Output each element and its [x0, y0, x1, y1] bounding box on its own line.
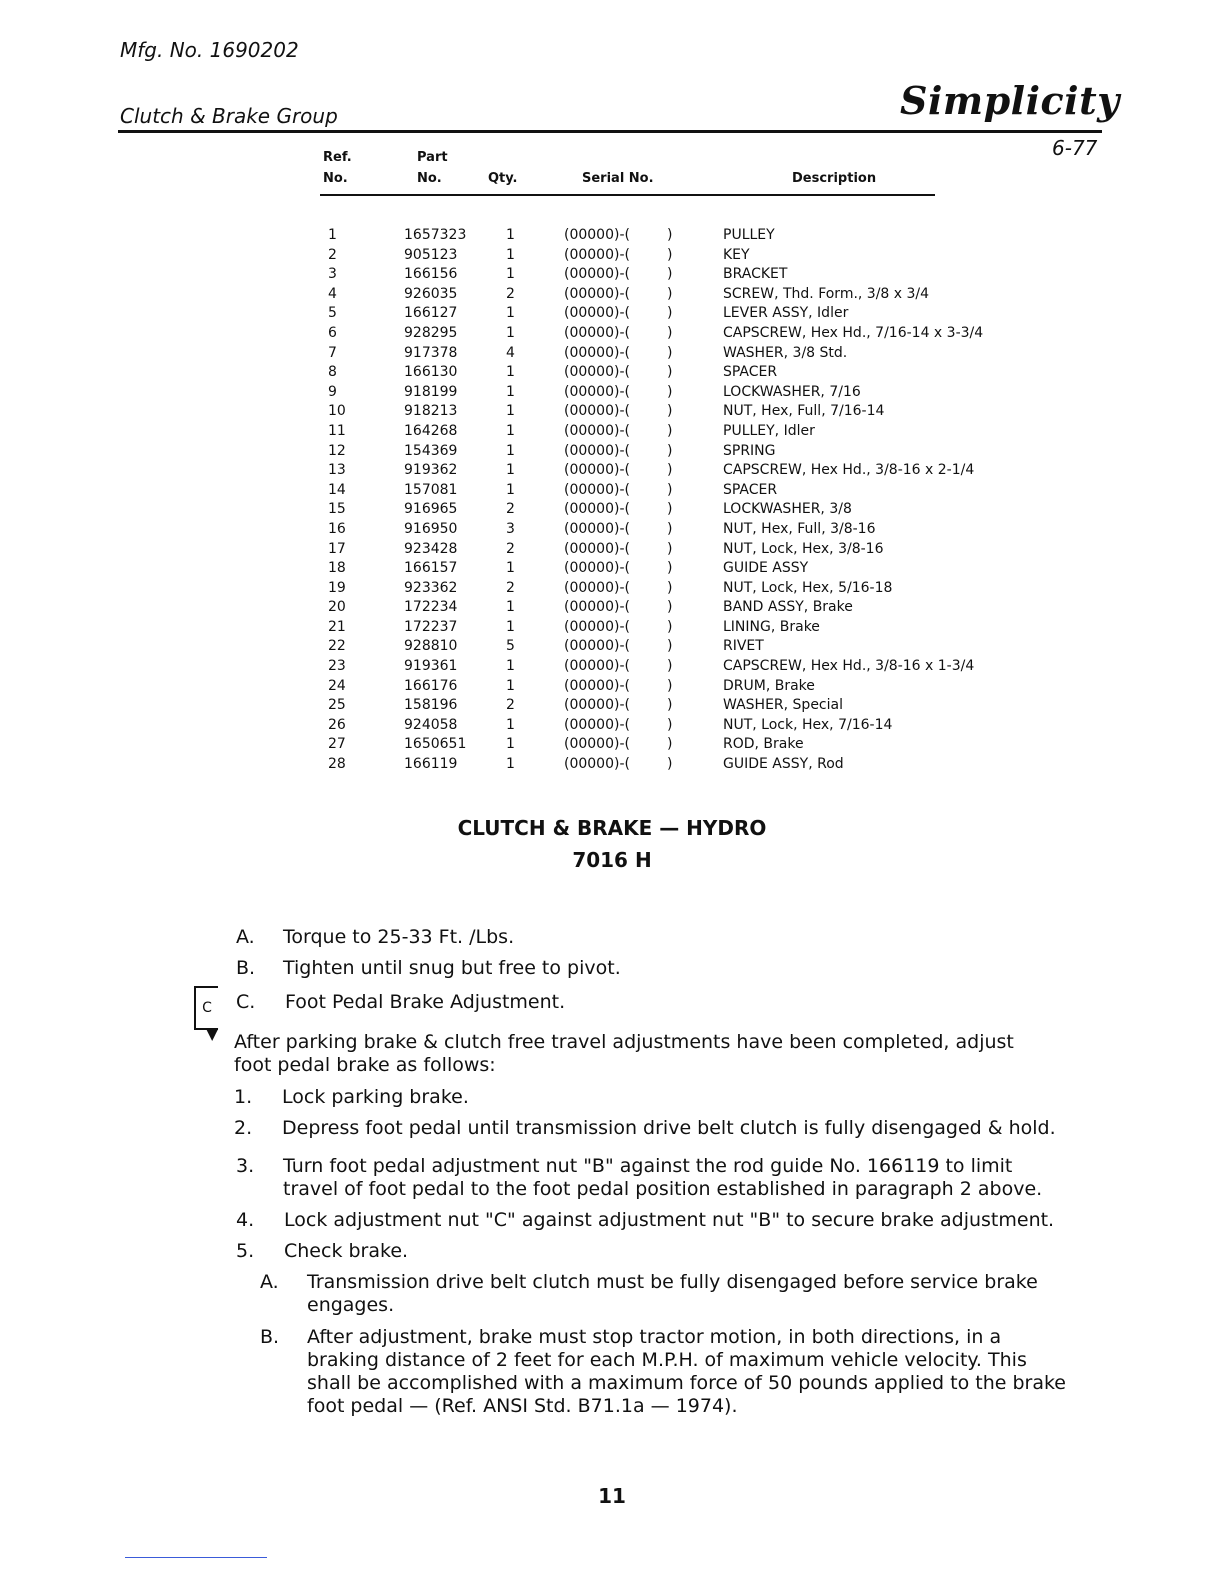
qty-cell: 2 [506, 540, 515, 557]
serial-close-cell: ) [667, 422, 673, 439]
table-row [318, 461, 1023, 481]
serial-close-cell: ) [667, 462, 673, 479]
part-number-cell: 928810 [404, 638, 458, 655]
header-serial: Serial No. [582, 171, 654, 186]
part-number-cell: 164268 [404, 422, 458, 439]
serial-close-cell: ) [667, 697, 673, 714]
description-cell: CAPSCREW, Hex Hd., 3/8-16 x 2-1/4 [723, 462, 975, 479]
serial-close-cell: ) [667, 246, 673, 263]
table-row [318, 559, 1023, 579]
header-part-line1: Part [417, 150, 448, 165]
serial-close-cell: ) [667, 481, 673, 498]
header-ref-line2: No. [323, 171, 348, 186]
part-number-cell: 166127 [404, 305, 458, 322]
serial-close-cell: ) [667, 305, 673, 322]
serial-close-cell: ) [667, 638, 673, 655]
serial-close-cell: ) [667, 658, 673, 675]
table-row [318, 540, 1023, 560]
description-cell: SPACER [723, 364, 778, 381]
table-row [318, 226, 1023, 246]
qty-cell: 3 [506, 520, 515, 537]
qty-cell: 4 [506, 344, 515, 361]
qty-cell: 2 [506, 579, 515, 596]
serial-close-cell: ) [667, 599, 673, 616]
step-2-text: Depress foot pedal until transmission drive belt clutch is fully disengaged & hold. [282, 1117, 1056, 1139]
ref-cell: 3 [328, 266, 337, 283]
ref-cell: 2 [328, 246, 337, 263]
qty-cell: 2 [506, 501, 515, 518]
qty-cell: 1 [506, 462, 515, 479]
qty-cell: 1 [506, 442, 515, 459]
description-cell: LEVER ASSY, Idler [723, 305, 849, 322]
part-number-cell: 158196 [404, 697, 458, 714]
part-number-cell: 916950 [404, 520, 458, 537]
ref-cell: 20 [328, 599, 346, 616]
qty-cell: 1 [506, 305, 515, 322]
description-cell: CAPSCREW, Hex Hd., 7/16-14 x 3-3/4 [723, 324, 984, 341]
serial-cell: (00000)-( [564, 442, 630, 459]
qty-cell: 1 [506, 481, 515, 498]
serial-cell: (00000)-( [564, 638, 630, 655]
ref-cell: 25 [328, 697, 346, 714]
serial-cell: (00000)-( [564, 736, 630, 753]
table-row [318, 677, 1023, 697]
table-row [318, 422, 1023, 442]
serial-cell: (00000)-( [564, 364, 630, 381]
step-5-text: Check brake. [284, 1240, 409, 1262]
description-cell: NUT, Hex, Full, 7/16-14 [723, 403, 885, 420]
description-cell: DRUM, Brake [723, 677, 815, 694]
qty-cell: 1 [506, 246, 515, 263]
serial-close-cell: ) [667, 579, 673, 596]
step-5b-text-line2: braking distance of 2 feet for each M.P.H. of maximum vehicle velocity. This [307, 1349, 1027, 1371]
serial-cell: (00000)-( [564, 227, 630, 243]
serial-cell: (00000)-( [564, 344, 630, 361]
table-row [318, 735, 1023, 755]
part-number-cell: 928295 [404, 324, 458, 341]
table-row [318, 304, 1023, 324]
qty-cell: 1 [506, 422, 515, 439]
ref-cell: 9 [328, 383, 337, 400]
serial-cell: (00000)-( [564, 285, 630, 302]
description-cell: NUT, Lock, Hex, 7/16-14 [723, 716, 893, 733]
serial-cell: (00000)-( [564, 677, 630, 694]
table-row [318, 442, 1023, 462]
step-5a-label: A. [260, 1271, 279, 1293]
serial-close-cell: ) [667, 716, 673, 733]
manufacturer-number: Mfg. No. 1690202 [120, 38, 299, 62]
description-cell: SCREW, Thd. Form., 3/8 x 3/4 [723, 285, 930, 302]
part-number-cell: 916965 [404, 501, 458, 518]
serial-cell: (00000)-( [564, 756, 630, 773]
header-description: Description [792, 171, 877, 186]
note-c-text: Foot Pedal Brake Adjustment. [285, 991, 566, 1013]
step-4-text: Lock adjustment nut "C" against adjustment nut "B" to secure brake adjustment. [284, 1209, 1055, 1231]
qty-cell: 5 [506, 638, 515, 655]
step-2-label: 2. [234, 1117, 253, 1139]
serial-cell: (00000)-( [564, 266, 630, 283]
qty-cell: 1 [506, 658, 515, 675]
description-cell: LOCKWASHER, 3/8 [723, 501, 852, 518]
qty-cell: 1 [506, 364, 515, 381]
part-number-cell: 926035 [404, 285, 458, 302]
qty-cell: 1 [506, 383, 515, 400]
description-cell: WASHER, 3/8 Std. [723, 344, 848, 361]
step-1-label: 1. [234, 1086, 253, 1108]
ref-cell: 4 [328, 285, 337, 302]
parts-table-body [318, 226, 1023, 775]
ref-cell: 23 [328, 658, 346, 675]
ref-cell: 19 [328, 579, 346, 596]
ref-cell: 28 [328, 756, 346, 773]
serial-cell: (00000)-( [564, 697, 630, 714]
page-number: 11 [598, 1484, 626, 1508]
serial-cell: (00000)-( [564, 324, 630, 341]
ref-cell: 15 [328, 501, 346, 518]
callout-c-box: C [194, 986, 218, 1030]
table-row [318, 285, 1023, 305]
ref-cell: 13 [328, 462, 346, 479]
serial-close-cell: ) [667, 442, 673, 459]
intro-line-2: foot pedal brake as follows: [234, 1054, 496, 1076]
description-cell: NUT, Hex, Full, 3/8-16 [723, 520, 876, 537]
serial-cell: (00000)-( [564, 658, 630, 675]
table-row [318, 246, 1023, 266]
header-ref-line1: Ref. [323, 150, 352, 165]
serial-close-cell: ) [667, 324, 673, 341]
step-5-label: 5. [236, 1240, 255, 1262]
page-code: 6-77 [1052, 136, 1098, 160]
note-b-label: B. [236, 957, 256, 979]
serial-cell: (00000)-( [564, 618, 630, 635]
serial-close-cell: ) [667, 501, 673, 518]
ref-cell: 6 [328, 324, 337, 341]
description-cell: NUT, Lock, Hex, 3/8-16 [723, 540, 884, 557]
ref-cell: 26 [328, 716, 346, 733]
footer-line [125, 1557, 267, 1558]
table-row [318, 755, 1023, 775]
header-underline [320, 194, 935, 196]
ref-cell: 18 [328, 560, 346, 577]
description-cell: GUIDE ASSY, Rod [723, 756, 844, 773]
serial-cell: (00000)-( [564, 501, 630, 518]
description-cell: SPACER [723, 481, 778, 498]
description-cell: PULLEY, Idler [723, 422, 815, 439]
part-number-cell: 166157 [404, 560, 458, 577]
qty-cell: 1 [506, 266, 515, 283]
table-row [318, 500, 1023, 520]
serial-close-cell: ) [667, 677, 673, 694]
part-number-cell: 924058 [404, 716, 458, 733]
part-number-cell: 919361 [404, 658, 458, 675]
step-3-text-line2: travel of foot pedal to the foot pedal position established in paragraph 2 above. [283, 1178, 1043, 1200]
step-5b-text-line1: After adjustment, brake must stop tractor motion, in both directions, in a [307, 1326, 1002, 1348]
ref-cell: 11 [328, 422, 346, 439]
qty-cell: 1 [506, 756, 515, 773]
table-row [318, 696, 1023, 716]
table-row [318, 265, 1023, 285]
serial-close-cell: ) [667, 266, 673, 283]
serial-close-cell: ) [667, 520, 673, 537]
table-row [318, 344, 1023, 364]
step-5b-label: B. [260, 1326, 280, 1348]
header-part-line2: No. [417, 171, 442, 186]
step-3-label: 3. [236, 1155, 255, 1177]
serial-cell: (00000)-( [564, 520, 630, 537]
part-number-cell: 917378 [404, 344, 458, 361]
serial-cell: (00000)-( [564, 246, 630, 263]
step-5a-text-line2: engages. [307, 1294, 395, 1316]
serial-cell: (00000)-( [564, 560, 630, 577]
step-1-text: Lock parking brake. [282, 1086, 469, 1108]
table-row [318, 363, 1023, 383]
part-number-cell: 923362 [404, 579, 458, 596]
serial-cell: (00000)-( [564, 481, 630, 498]
header-qty: Qty. [488, 171, 518, 186]
part-number-cell: 157081 [404, 481, 458, 498]
ref-cell: 22 [328, 638, 346, 655]
description-cell: KEY [723, 246, 750, 263]
table-row [318, 383, 1023, 403]
ref-cell: 17 [328, 540, 346, 557]
part-number-cell: 154369 [404, 442, 458, 459]
group-title: Clutch & Brake Group [120, 104, 338, 128]
step-5b-text-line3: shall be accomplished with a maximum force of 50 pounds applied to the brake [307, 1372, 1066, 1394]
description-cell: ROD, Brake [723, 736, 804, 753]
serial-cell: (00000)-( [564, 422, 630, 439]
part-number-cell: 905123 [404, 246, 458, 263]
step-4-label: 4. [236, 1209, 255, 1231]
serial-close-cell: ) [667, 736, 673, 753]
ref-cell: 21 [328, 618, 346, 635]
part-number-cell: 172234 [404, 599, 458, 616]
intro-line-1: After parking brake & clutch free travel adjustments have been completed, adjust [234, 1031, 1014, 1053]
part-number-cell: 166156 [404, 266, 458, 283]
serial-close-cell: ) [667, 364, 673, 381]
ref-cell: 12 [328, 442, 346, 459]
serial-close-cell: ) [667, 560, 673, 577]
table-row [318, 324, 1023, 344]
callout-arrow-icon: ▼ [206, 1024, 219, 1043]
serial-close-cell: ) [667, 383, 673, 400]
header-rule [118, 130, 1102, 133]
table-row [318, 481, 1023, 501]
description-cell: SPRING [723, 442, 776, 459]
qty-cell: 1 [506, 227, 515, 243]
description-cell: BRACKET [723, 266, 788, 283]
serial-cell: (00000)-( [564, 403, 630, 420]
ref-cell: 1 [328, 227, 337, 243]
qty-cell: 1 [506, 618, 515, 635]
qty-cell: 2 [506, 285, 515, 302]
serial-close-cell: ) [667, 403, 673, 420]
note-a-text: Torque to 25-33 Ft. /Lbs. [283, 926, 515, 948]
qty-cell: 1 [506, 736, 515, 753]
part-number-cell: 166119 [404, 756, 458, 773]
part-number-cell: 919362 [404, 462, 458, 479]
qty-cell: 1 [506, 716, 515, 733]
table-row [318, 402, 1023, 422]
qty-cell: 1 [506, 560, 515, 577]
note-c-label: C. [236, 991, 256, 1013]
description-cell: PULLEY [723, 227, 775, 243]
ref-cell: 16 [328, 520, 346, 537]
part-number-cell: 918199 [404, 383, 458, 400]
part-number-cell: 1657323 [404, 227, 467, 243]
qty-cell: 1 [506, 599, 515, 616]
table-row [318, 598, 1023, 618]
section-title: CLUTCH & BRAKE — HYDRO [457, 816, 767, 840]
table-row [318, 657, 1023, 677]
qty-cell: 1 [506, 324, 515, 341]
qty-cell: 1 [506, 403, 515, 420]
step-3-text-line1: Turn foot pedal adjustment nut "B" against the rod guide No. 166119 to limit [283, 1155, 1013, 1177]
serial-close-cell: ) [667, 285, 673, 302]
serial-cell: (00000)-( [564, 383, 630, 400]
ref-cell: 7 [328, 344, 337, 361]
serial-close-cell: ) [667, 344, 673, 361]
serial-cell: (00000)-( [564, 579, 630, 596]
ref-cell: 14 [328, 481, 346, 498]
qty-cell: 1 [506, 677, 515, 694]
ref-cell: 10 [328, 403, 346, 420]
serial-cell: (00000)-( [564, 305, 630, 322]
ref-cell: 27 [328, 736, 346, 753]
description-cell: CAPSCREW, Hex Hd., 3/8-16 x 1-3/4 [723, 658, 975, 675]
description-cell: NUT, Lock, Hex, 5/16-18 [723, 579, 893, 596]
table-row [318, 579, 1023, 599]
description-cell: GUIDE ASSY [723, 560, 809, 577]
description-cell: WASHER, Special [723, 697, 843, 714]
part-number-cell: 1650651 [404, 736, 467, 753]
step-5a-text-line1: Transmission drive belt clutch must be fully disengaged before service brake [307, 1271, 1038, 1293]
part-number-cell: 172237 [404, 618, 458, 635]
ref-cell: 5 [328, 305, 337, 322]
step-5b-text-line4: foot pedal — (Ref. ANSI Std. B71.1a — 1974). [307, 1395, 738, 1417]
note-a-label: A. [236, 926, 255, 948]
description-cell: LINING, Brake [723, 618, 820, 635]
serial-cell: (00000)-( [564, 716, 630, 733]
serial-close-cell: ) [667, 227, 673, 243]
serial-close-cell: ) [667, 618, 673, 635]
table-row [318, 637, 1023, 657]
table-row [318, 618, 1023, 638]
section-model: 7016 H [572, 848, 652, 872]
table-row [318, 520, 1023, 540]
part-number-cell: 918213 [404, 403, 458, 420]
part-number-cell: 166130 [404, 364, 458, 381]
table-row [318, 716, 1023, 736]
serial-cell: (00000)-( [564, 462, 630, 479]
ref-cell: 24 [328, 677, 346, 694]
serial-close-cell: ) [667, 540, 673, 557]
note-b-text: Tighten until snug but free to pivot. [283, 957, 621, 979]
serial-close-cell: ) [667, 756, 673, 773]
part-number-cell: 166176 [404, 677, 458, 694]
serial-cell: (00000)-( [564, 599, 630, 616]
parts-table [318, 226, 1023, 775]
description-cell: LOCKWASHER, 7/16 [723, 383, 861, 400]
description-cell: BAND ASSY, Brake [723, 599, 853, 616]
part-number-cell: 923428 [404, 540, 458, 557]
ref-cell: 8 [328, 364, 337, 381]
serial-cell: (00000)-( [564, 540, 630, 557]
brand-logo: Simplicity [900, 78, 1120, 123]
qty-cell: 2 [506, 697, 515, 714]
description-cell: RIVET [723, 638, 764, 655]
